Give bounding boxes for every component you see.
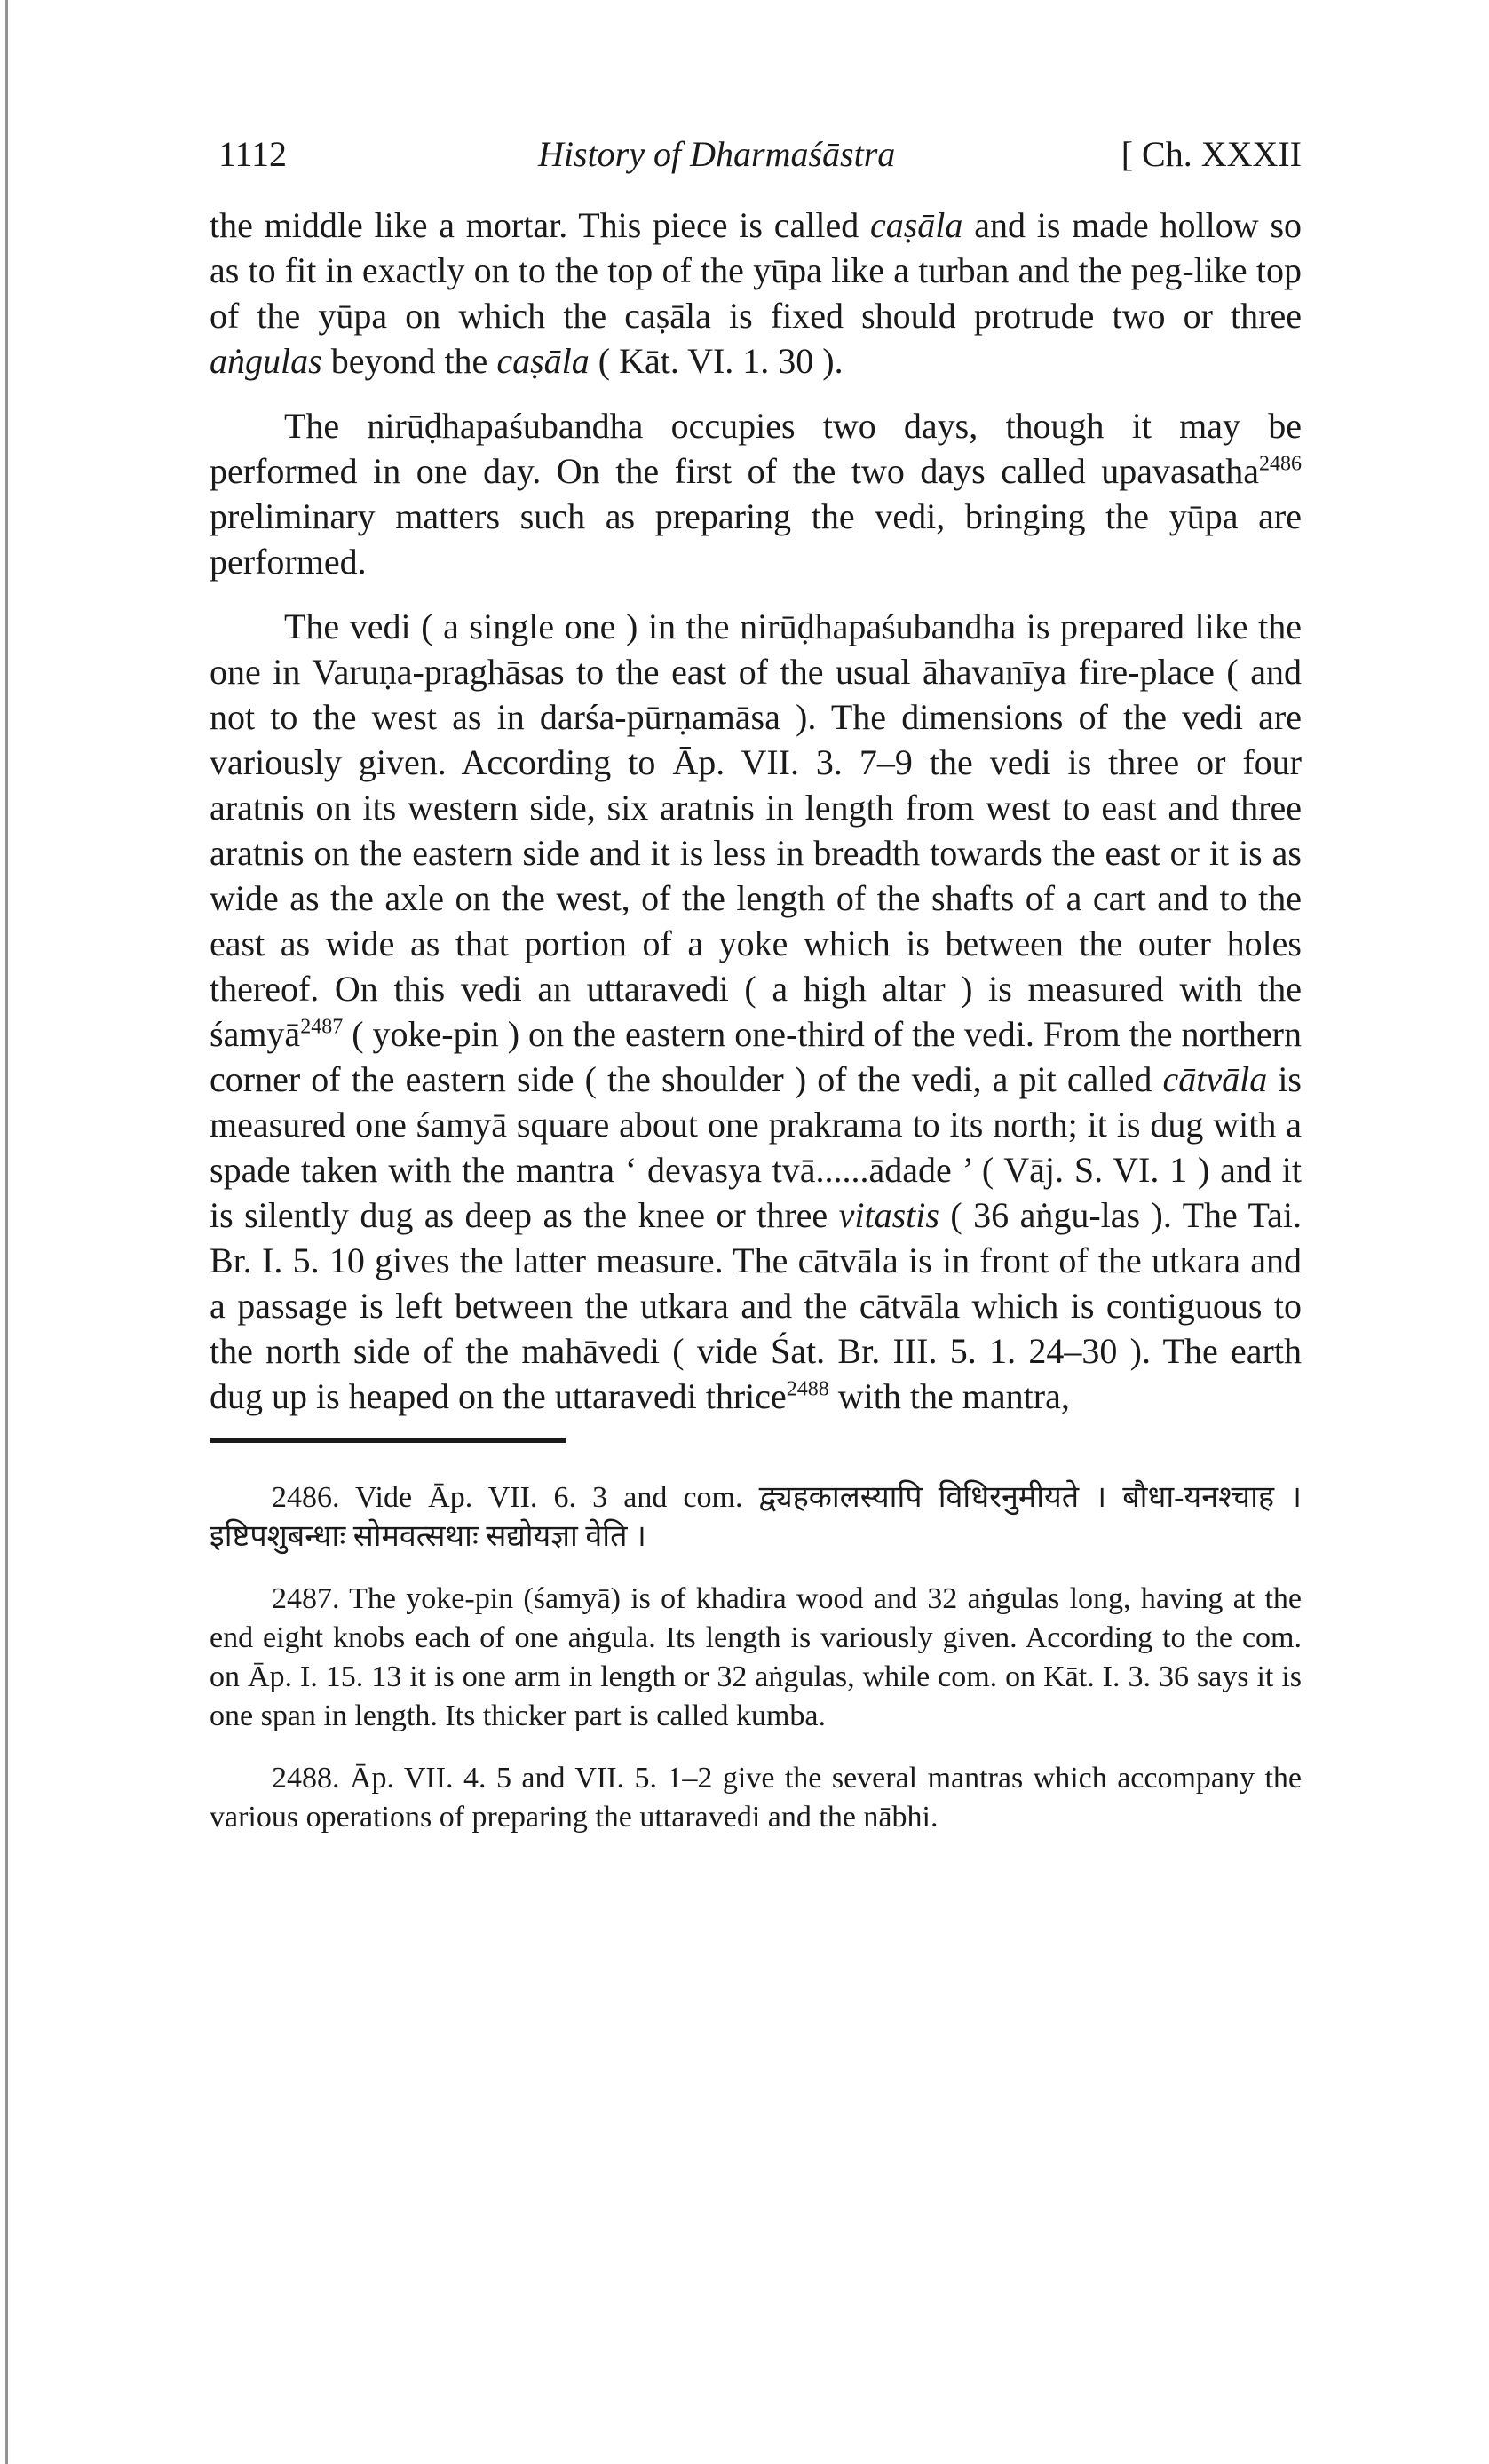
scan-edge-line (5, 0, 8, 2464)
footnote-divider (210, 1438, 566, 1443)
running-header (210, 133, 1302, 183)
paragraph-3: The vedi ( a single one ) in the nirūḍhapaśubandha is prepared like the one in Varuṇa-praghāsas to the east of the usual āhavanīya fire-place ( and not to the west as in darśa-pūrṇamāsa ). The dimensions of the vedi are variously given. According to Āp. VII. 3. 7–9 the vedi is three or four aratnis on its western side, six aratnis in length from west to east and three aratnis on the eastern side and it is less in breadth towards the east or it is as wide as the axle on the west, of the length of the shafts of a cart and to the east as wide as that portion of a yoke which is between the outer holes thereof. On this vedi an uttaravedi ( a high altar ) is measured with the śamyā$^{2487}$ ( yoke-pin ) on the eastern one-third of the vedi. From the northern corner of the eastern side ( the shoulder ) of the vedi, a pit called cātvāla is measured one śamyā square about one prakrama to its north; it is dug with a spade taken with the mantra ‘ devasya tvā......ādade ’ ( Vāj. S. VI. 1 ) and it is silently dug as deep as the knee or three vitastis ( 36 aṅgu-las ). The Tai. Br. I. 5. 10 gives the latter measure. The cātvāla is in front of the utkara and a passage is left between the utkara and the cātvāla which is contiguous to the north side of the mahāvedi ( vide Śat. Br. III. 5. 1. 24–30 ). The earth dug up is heaped on the uttaravedi thrice$^{2488}$ with the mantra, (210, 606, 1302, 1416)
footnote-ref-2488: 2488 (786, 1377, 829, 1401)
paragraph-2: The nirūḍhapaśubandha occupies two days, though it may be performed in one day. On the first of the two days called upavasatha$^{2486}$ preliminary matters such as preparing the vedi, bringing the yūpa are performed. (210, 406, 1302, 582)
chapter-label: [ Ch. XXXII (1121, 134, 1302, 174)
running-title: History of Dharmaśāstra (538, 134, 896, 174)
main-text (210, 202, 1302, 1419)
footnote-2487: 2487. The yoke-pin (śamyā) is of khadira wood and 32 aṅgulas long, having at the end eight knobs each of one aṅgula. Its length is variously given. According to the com. on Āp. I. 15. 13 it is one arm in length or 32 aṅgulas, while com. on Kāt. I. 3. 36 says it is one span in length. Its thicker part is called kumba. (210, 1582, 1302, 1732)
book-page (210, 133, 1302, 1860)
page-number: 1112 (218, 134, 288, 174)
footnote-2486: 2486. Vide Āp. VII. 6. 3 and com. द्व्यहकालस्यापि विधिरनुमीयते । बौधा-यनश्चाह । इष्टिपशुबन्धाः सोमवत्सथाः सद्योयज्ञा वेति । (210, 1481, 1302, 1553)
paragraph-1: the middle like a mortar. This piece is called caṣāla and is made hollow so as to fit in exactly on to the top of the yūpa like a turban and the peg-like top of the yūpa on which the caṣāla is fixed should protrude two or three aṅgulas beyond the caṣāla ( Kāt. VI. 1. 30 ). (210, 205, 1303, 381)
footnote-ref-2487: 2487 (300, 1015, 344, 1039)
footnotes (210, 1478, 1302, 1837)
footnote-ref-2486: 2486 (1259, 452, 1302, 476)
footnote-2488: 2488. Āp. VII. 4. 5 and VII. 5. 1–2 give the several mantras which accompany the various operations of preparing the uttaravedi and the nābhi. (210, 1762, 1302, 1834)
